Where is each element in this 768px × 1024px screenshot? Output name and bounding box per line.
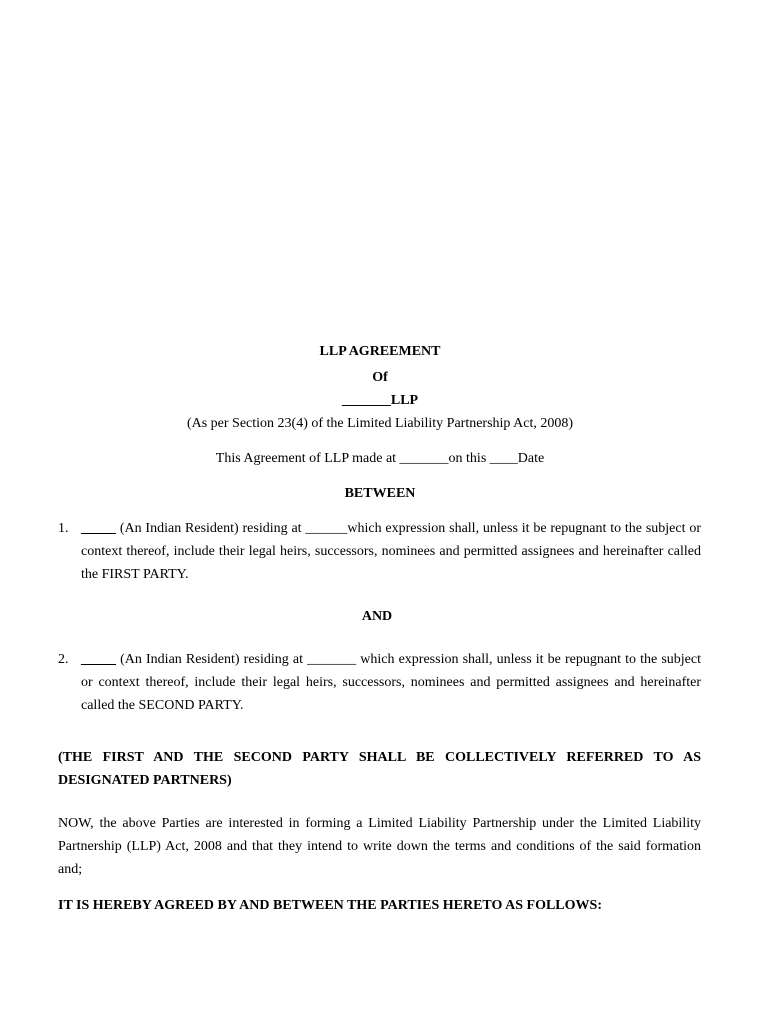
party-item-1 (58, 517, 701, 586)
document-title: LLP AGREEMENT (319, 344, 441, 359)
party-number: 2. (58, 652, 69, 667)
party-text: (An Indian Resident) residing at ______which expression shall, unless it be repugnant to the subject or context thereof, include their legal heirs, successors, nominees and permitted assignees and hereinafter called the FIRST PARTY. (81, 521, 701, 582)
collective-reference-note: (THE FIRST AND THE SECOND PARTY SHALL BE COLLECTIVELY REFERRED TO AS DESIGNATED PARTNERS) (58, 750, 701, 788)
party-name-blank: _____ (81, 652, 116, 667)
section-reference: (As per Section 23(4) of the Limited Liability Partnership Act, 2008) (186, 416, 574, 431)
llp-name-suffix: LLP (390, 393, 419, 408)
and-separator: AND (361, 609, 393, 624)
party-text: (An Indian Resident) residing at _______ which expression shall, unless it be repugnant to the subject or context thereof, include their legal heirs, successors, nominees and permitted assignees and hereinafter called the SECOND PARTY. (81, 652, 701, 713)
agreement-made-at: This Agreement of LLP made at _______on this ____Date (215, 451, 545, 466)
between-heading: BETWEEN (344, 486, 416, 501)
party-description (81, 517, 701, 586)
recital-paragraph: NOW, the above Parties are interested in forming a Limited Liability Partnership under the Limited Liability Partnership (LLP) Act, 2008 and that they intend to write down the terms and conditions of the said formation and; (58, 816, 701, 877)
party-description (81, 648, 701, 717)
title-of: Of (372, 370, 388, 385)
agreed-heading: IT IS HEREBY AGREED BY AND BETWEEN THE PARTIES HERETO AS FOLLOWS: (58, 898, 602, 913)
party-item-2 (58, 648, 701, 717)
llp-name-blank: _______ (341, 393, 391, 408)
party-name-blank: _____ (81, 521, 116, 536)
party-number: 1. (58, 521, 69, 536)
llp-name-line (0, 389, 760, 412)
